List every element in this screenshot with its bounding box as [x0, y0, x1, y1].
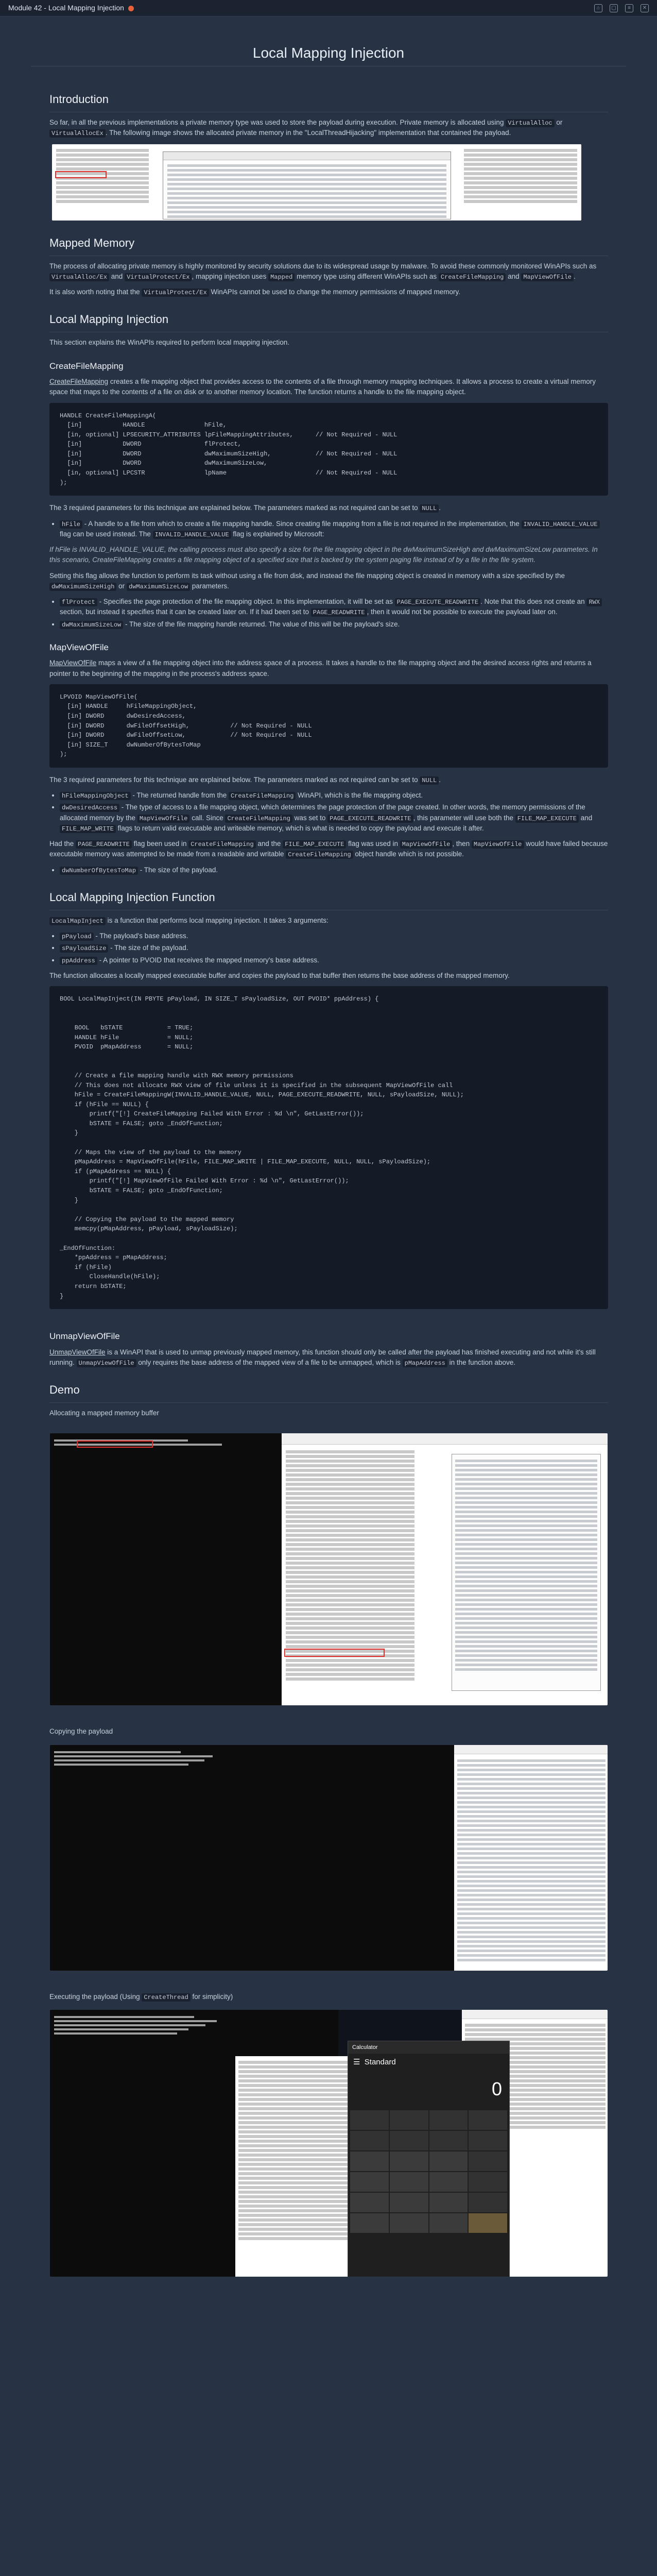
calc-key[interactable] [390, 2110, 428, 2130]
calc-key[interactable] [390, 2151, 428, 2171]
lmif-heading: Local Mapping Injection Function [49, 890, 215, 904]
list-item: • dwMaximumSizeLow - The size of the file mapping handle returned. The value of this will be the payload's size. [60, 619, 608, 630]
list-item: • dwDesiredAccess - The type of access to a file mapping object, which determines the page protection of the page created. In other words, the memory permissions of the allocated memory by the MapViewOfFile call. Since CreateFileMapping was set to PAGE_EXECUTE_READWRITE , this parameter will use both the FILE_MAP_EXECUTE and FILE_MAP_WRITE flags to return valid executable and writeable memory, which is what is needed to copy the payload and execute it after. [60, 802, 608, 834]
calc-key[interactable] [469, 2131, 507, 2150]
calc-key[interactable] [350, 2172, 389, 2192]
intro-heading: Introduction [49, 93, 109, 106]
calc-key[interactable] [390, 2172, 428, 2192]
divider [49, 1402, 608, 1403]
mvf-paragraph-1: MapViewOfFile maps a view of a file mapping object into the address space of a process. It takes a handle to the file mapping object and the desired access rights and returns a pointer to the beginning of the mapping in the process's address space. [49, 659, 592, 677]
cfm-params-intro: The 3 required parameters for this technique are explained below. The parameters marked as not required can be set to NULL . [49, 504, 441, 513]
top-bar [0, 0, 657, 16]
list-item: • dwNumberOfBytesToMap - The size of the payload. [60, 865, 608, 875]
calc-key[interactable] [390, 2213, 428, 2233]
window-controls [594, 4, 649, 12]
calc-key[interactable] [429, 2151, 468, 2171]
lmi-heading: Local Mapping Injection [49, 313, 169, 326]
mvf-heading: MapViewOfFile [49, 642, 109, 652]
demo-screenshot-1 [49, 1433, 608, 1706]
demo-caption-2: Copying the payload [49, 1727, 113, 1736]
list-item: • sPayloadSize - The size of the payload. [60, 943, 608, 953]
menu-icon[interactable]: ☰ [353, 2057, 360, 2066]
calc-key[interactable] [429, 2172, 468, 2192]
list-item: • ppAddress - A pointer to PVOID that receives the mapped memory's base address. [60, 955, 608, 965]
mapped-paragraph-1: The process of allocating private memory is highly monitored by security solutions due to its widespread usage by malware. To avoid these commonly monitored WinAPIs such as VirtualAlloc/Ex and VirtualProtect/Ex , mapping injection uses Mapped memory type using different WinAPIs such as CreateFileMapping and MapViewOfFile . [49, 262, 597, 281]
calculator-mode [348, 2054, 509, 2072]
unmap-heading: UnmapViewOfFile [49, 1331, 120, 1342]
list-item: • hFileMappingObject - The returned handle from the CreateFileMapping WinAPI, which is the file mapping object. [60, 790, 608, 801]
mvf-param-list [60, 790, 608, 834]
cfm-param-list-2 [60, 597, 608, 630]
list-item: • flProtect - Specifies the page protection of the file mapping object. In this implementation, it will be set as PAGE_EXECUTE_READWRITE . Note that this does not create an RWX section, but instead it specifies that it can be created later on. If it had been set to PAGE_READWRITE , then it would not be possible to execute the payload later on. [60, 597, 608, 618]
process-hacker-screenshot [51, 144, 582, 221]
calc-key[interactable] [350, 2131, 389, 2150]
demo-caption-3: Executing the payload (Using CreateThread for simplicity) [49, 1992, 233, 2001]
mvf-code-block: LPVOID MapViewOfFile( [in] HANDLE hFileMappingObject, [in] DWORD dwDesiredAccess, [in] DWORD dwFileOffsetHigh, // Not Required - NULL [in] DWORD dwFileOffsetLow, // Not Required - NULL [in] SIZE_T dwNumberOfBytesToMap ); [49, 684, 608, 768]
calc-key[interactable] [350, 2193, 389, 2212]
module-title-wrap [8, 3, 134, 13]
calculator-display: 0 [491, 2078, 502, 2100]
lmif-paragraph-1: LocalMapInject is a function that performs local mapping injection. It takes 3 arguments: [49, 916, 608, 926]
close-icon[interactable]: ✕ [641, 4, 649, 12]
cfm-paragraph-3: Setting this flag allows the function to perform its task without using a file from disk, and instead the file mapping object is created in memory with a size specified by the dwMaximumSizeHigh or dwMaximumSizeLow parameters. [49, 571, 565, 590]
pin-icon[interactable]: ⌂ [594, 4, 602, 12]
lmif-arg-list [60, 931, 608, 965]
fullscreen-icon[interactable]: ▢ [610, 4, 618, 12]
intro-paragraph: So far, in all the previous implementations a private memory type was used to store the payload during execution. Private memory is allocated using VirtualAlloc or VirtualAllocEx . The following image shows the allocated private memory in the "LocalThreadHijacking" implementation that contained the payload. [49, 118, 563, 138]
calculator-titlebar [348, 2041, 509, 2054]
mapped-paragraph-2: It is also worth noting that the VirtualProtect/Ex WinAPIs cannot be used to change the memory permissions of mapped memory. [49, 288, 461, 296]
calc-key[interactable] [469, 2151, 507, 2171]
calc-key[interactable] [350, 2213, 389, 2233]
settings-icon[interactable]: ≡ [625, 4, 633, 12]
calc-key[interactable] [429, 2110, 468, 2130]
demo-screenshot-3 [49, 2009, 608, 2277]
calc-key[interactable] [350, 2151, 389, 2171]
calc-key[interactable] [429, 2131, 468, 2150]
cfm-doc-link[interactable]: CreateFileMapping [49, 378, 109, 385]
calc-key[interactable] [469, 2110, 507, 2130]
cfm-heading: CreateFileMapping [49, 361, 124, 371]
status-dot-icon [128, 6, 134, 11]
calc-key[interactable] [469, 2213, 507, 2233]
mvf-params-intro: The 3 required parameters for this technique are explained below. The parameters marked as not required can be set to NULL . [49, 775, 441, 784]
main-content [49, 77, 608, 2285]
module-title: Module 42 - Local Mapping Injection [8, 4, 124, 12]
demo-heading: Demo [49, 1383, 80, 1397]
demo-screenshot-2 [49, 1744, 608, 1971]
calc-key[interactable] [469, 2172, 507, 2192]
unmap-doc-link[interactable]: UnmapViewOfFile [49, 1348, 106, 1356]
list-item: • pPayload - The payload's base address. [60, 931, 608, 941]
mvf-param-list-2 [60, 865, 608, 875]
calc-key[interactable] [390, 2131, 428, 2150]
mvf-doc-link[interactable]: MapViewOfFile [49, 659, 97, 667]
list-item: • hFile - A handle to a file from which to create a file mapping handle. Since creating file mapping from a file is not required in the implementation, the INVALID_HANDLE_VALUE flag can be used instead. The INVALID_HANDLE_VALUE flag is explained by Microsoft: [60, 519, 608, 540]
mapped-memory-heading: Mapped Memory [49, 236, 135, 249]
demo-caption-1: Allocating a mapped memory buffer [49, 1409, 159, 1417]
calc-key[interactable] [350, 2110, 389, 2130]
calculator-keypad [348, 2108, 509, 2235]
calc-key[interactable] [429, 2213, 468, 2233]
mvf-paragraph-3: Had the PAGE_READWRITE flag been used in CreateFileMapping and the FILE_MAP_EXECUTE flag was used in MapViewOfFile , then MapViewOfFile would have failed because executable memory was attempted to be made from a readable and writable CreateFileMapping object handle which is not possible. [49, 840, 608, 859]
msdn-quote: If hFile is INVALID_HANDLE_VALUE, the calling process must also specify a size for the file mapping object in the dwMaximumSizeHigh and dwMaximumSizeLow parameters. In this scenario, CreateFileMapping creates a file mapping object of a specified size that is backed by the system paging file instead of by a file in the file system. [49, 546, 598, 564]
cfm-param-list [60, 519, 608, 540]
calc-key[interactable] [429, 2193, 468, 2212]
lmif-code-block: BOOL LocalMapInject(IN PBYTE pPayload, IN SIZE_T sPayloadSize, OUT PVOID* ppAddress) { BOOL bSTATE = TRUE; HANDLE hFile = NULL; PVOID pMapAddress = NULL; // Create a file mapping handle with RWX memory permissions // This does not allocate RWX view of file unless it is specified in the subsequent MapViewOfFile call hFile = CreateFileMappingW(INVALID_HANDLE_VALUE, NULL, PAGE_EXECUTE_READWRITE, NULL, sPayloadSize, NULL); if (hFile == NULL) { printf("[!] CreateFileMapping Failed With Error : %d \n", GetLastError()); bSTATE = FALSE; goto _EndOfFunction; } // Maps the view of the payload to the memory pMapAddress = MapViewOfFile(hFile, FILE_MAP_WRITE | FILE_MAP_EXECUTE, NULL, NULL, sPayloadSize); if (pMapAddress == NULL) { printf("[!] MapViewOfFile Failed With Error : %d \n", GetLastError()); bSTATE = FALSE; goto _EndOfFunction; } // Copying the payload to the mapped memory memcpy(pMapAddress, pPayload, sPayloadSize); _EndOfFunction: *ppAddress = pMapAddress; if (hFile) CloseHandle(hFile); return bSTATE; } [49, 986, 608, 1309]
calculator-title: Calculator [352, 2044, 378, 2050]
lmi-paragraph: This section explains the WinAPIs required to perform local mapping injection. [49, 338, 289, 347]
cfm-code-block: HANDLE CreateFileMappingA( [in] HANDLE hFile, [in, optional] LPSECURITY_ATTRIBUTES lpFileMappingAttributes, // Not Required - NULL [in] DWORD flProtect, [in] DWORD dwMaximumSizeHigh, // Not Required - NULL [in] DWORD dwMaximumSizeLow, [in, optional] LPCSTR lpName // Not Required - NULL ); [49, 403, 608, 496]
cfm-paragraph-1: CreateFileMapping creates a file mapping object that provides access to the contents of a file through memory mapping techniques. It allows a process to create a virtual memory space that maps to the contents of a file on disk or to another memory location. The function returns a handle to the file mapping object. [49, 378, 596, 396]
page-title: Local Mapping Injection [252, 45, 405, 61]
calc-key[interactable] [390, 2193, 428, 2212]
calc-key[interactable] [469, 2193, 507, 2212]
calculator-window [348, 2041, 510, 2277]
lmif-paragraph-2: The function allocates a locally mapped executable buffer and copies the payload to that buffer then returns the base address of the mapped memory. [49, 971, 510, 979]
unmap-paragraph: UnmapViewOfFile is a WinAPI that is used to unmap previously mapped memory, this function should only be called after the payload has finished executing and not while it's still running. UnmapViewOfFile only requires the base address of the mapped view of a file to be unmapped, which is pMapAddress in the function above. [49, 1348, 596, 1367]
calculator-mode-label: Standard [364, 2057, 396, 2066]
